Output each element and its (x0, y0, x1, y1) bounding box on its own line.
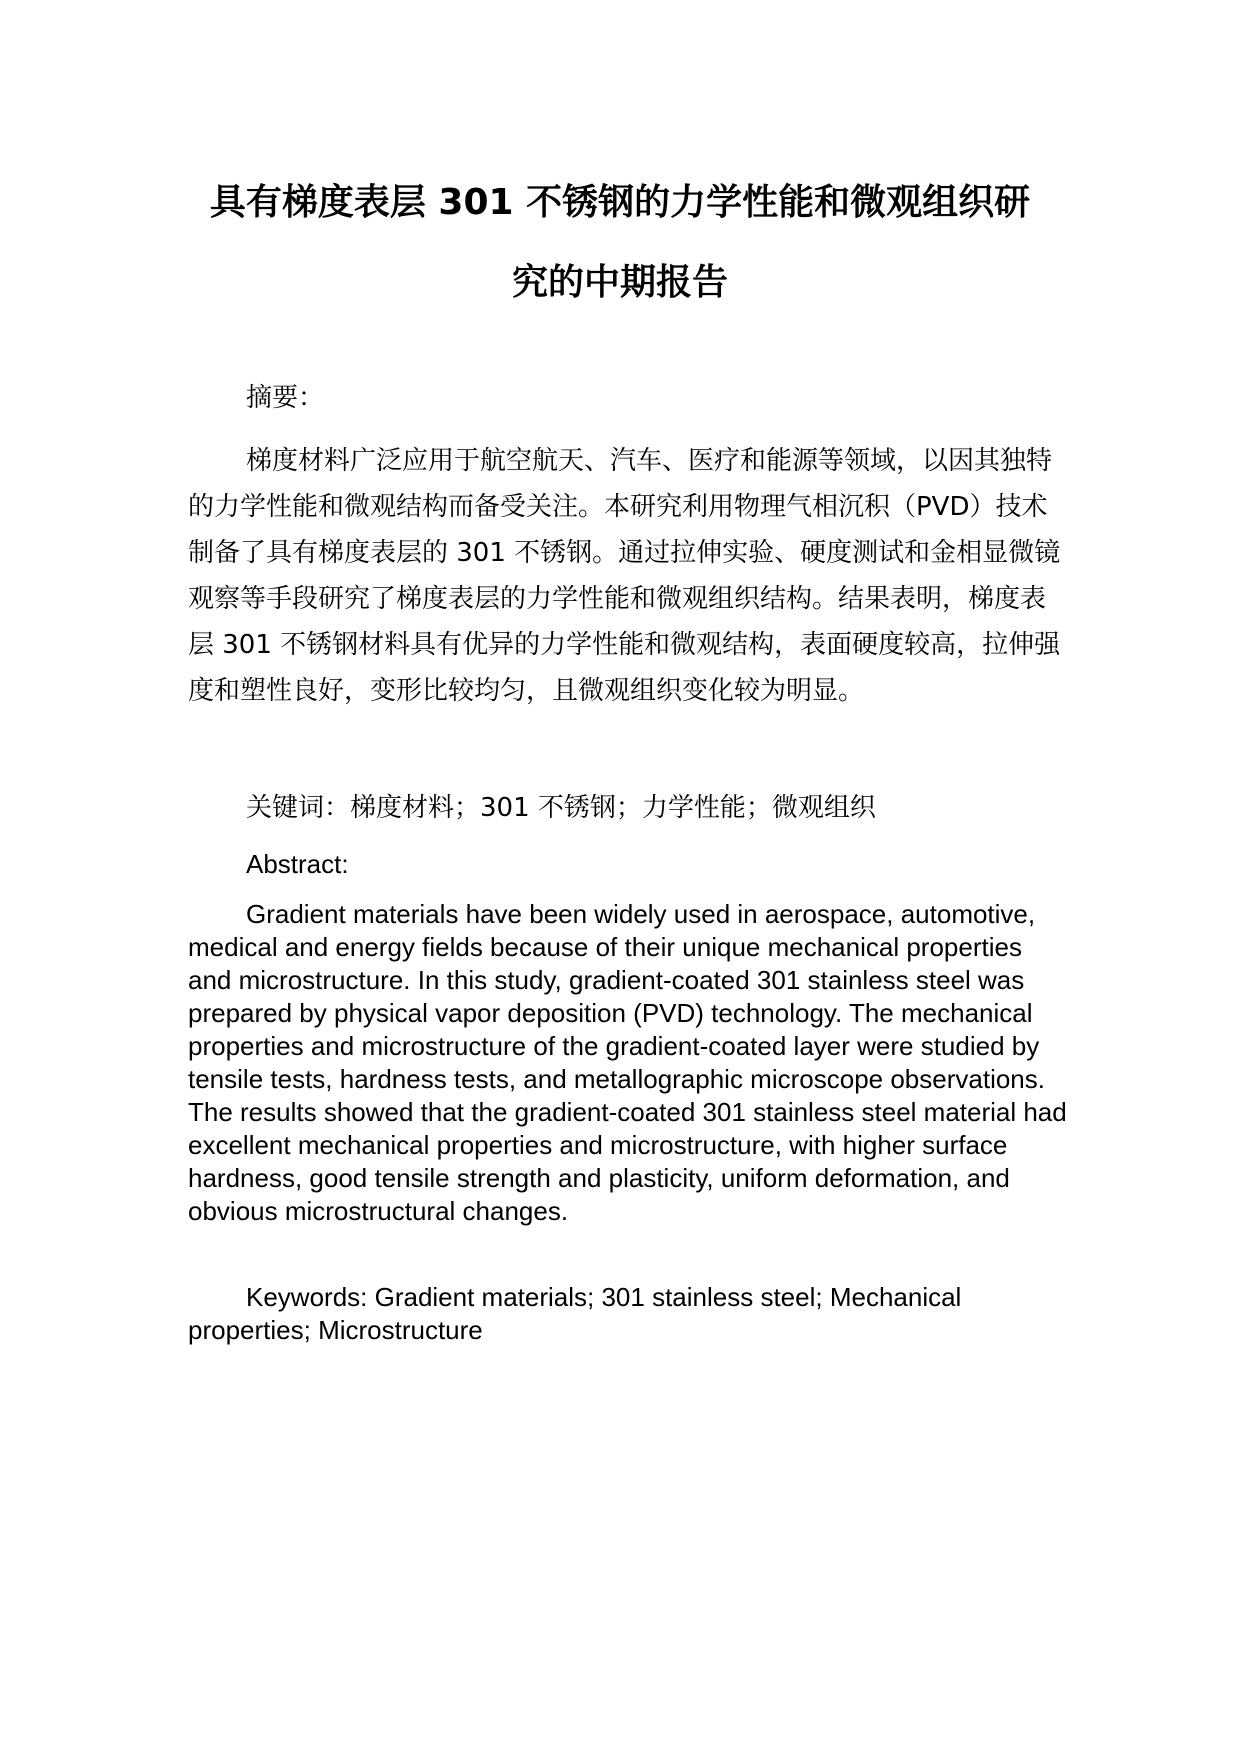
english-abstract-text: Gradient materials have been widely used in aerospace, automotive, medical and energy fields because of their unique mechanical properties and microstructure. In this study, gradient-coated 301 stainless steel was prepared by physical vapor deposition (PVD) technology. The mechanical properties and microstructure of the gradient-coated layer were studied by tensile tests, hardness tests, and metallographic microscope observations. The results showed that the gradient-coated 301 stainless steel material had excellent mechanical properties and microstructure, with higher surface hardness, good tensile strength and plasticity, uniform deformation, and obvious microstructural changes. (188, 899, 1067, 1226)
title-line-2: 究的中期报告 (511, 262, 728, 303)
english-abstract-label: Abstract: (246, 849, 349, 879)
english-keywords: Keywords: Gradient materials; 301 stainless steel; Mechanical properties; Microstructure (188, 1282, 962, 1345)
title-line-1: 具有梯度表层 301 不锈钢的力学性能和微观组织研 (209, 182, 1031, 223)
chinese-keywords: 关键词：梯度材料；301 不锈钢；力学性能；微观组织 (246, 793, 876, 823)
chinese-abstract-text: 梯度材料广泛应用于航空航天、汽车、医疗和能源等领域，以因其独特的力学性能和微观结构而备受关注。本研究利用物理气相沉积（PVD）技术制备了具有梯度表层的 301 不锈钢。通过拉伸实验、硬度测试和金相显微镜观察等手段研究了梯度表层的力学性能和微观组织结构。结果表明，梯度表层 301 不锈钢材料具有优异的力学性能和微观结构，表面硬度较高，拉伸强度和塑性良好，变形比较均匀，且微观组织变化较为明显。 (188, 446, 1061, 706)
chinese-abstract-label: 摘要： (246, 383, 325, 413)
